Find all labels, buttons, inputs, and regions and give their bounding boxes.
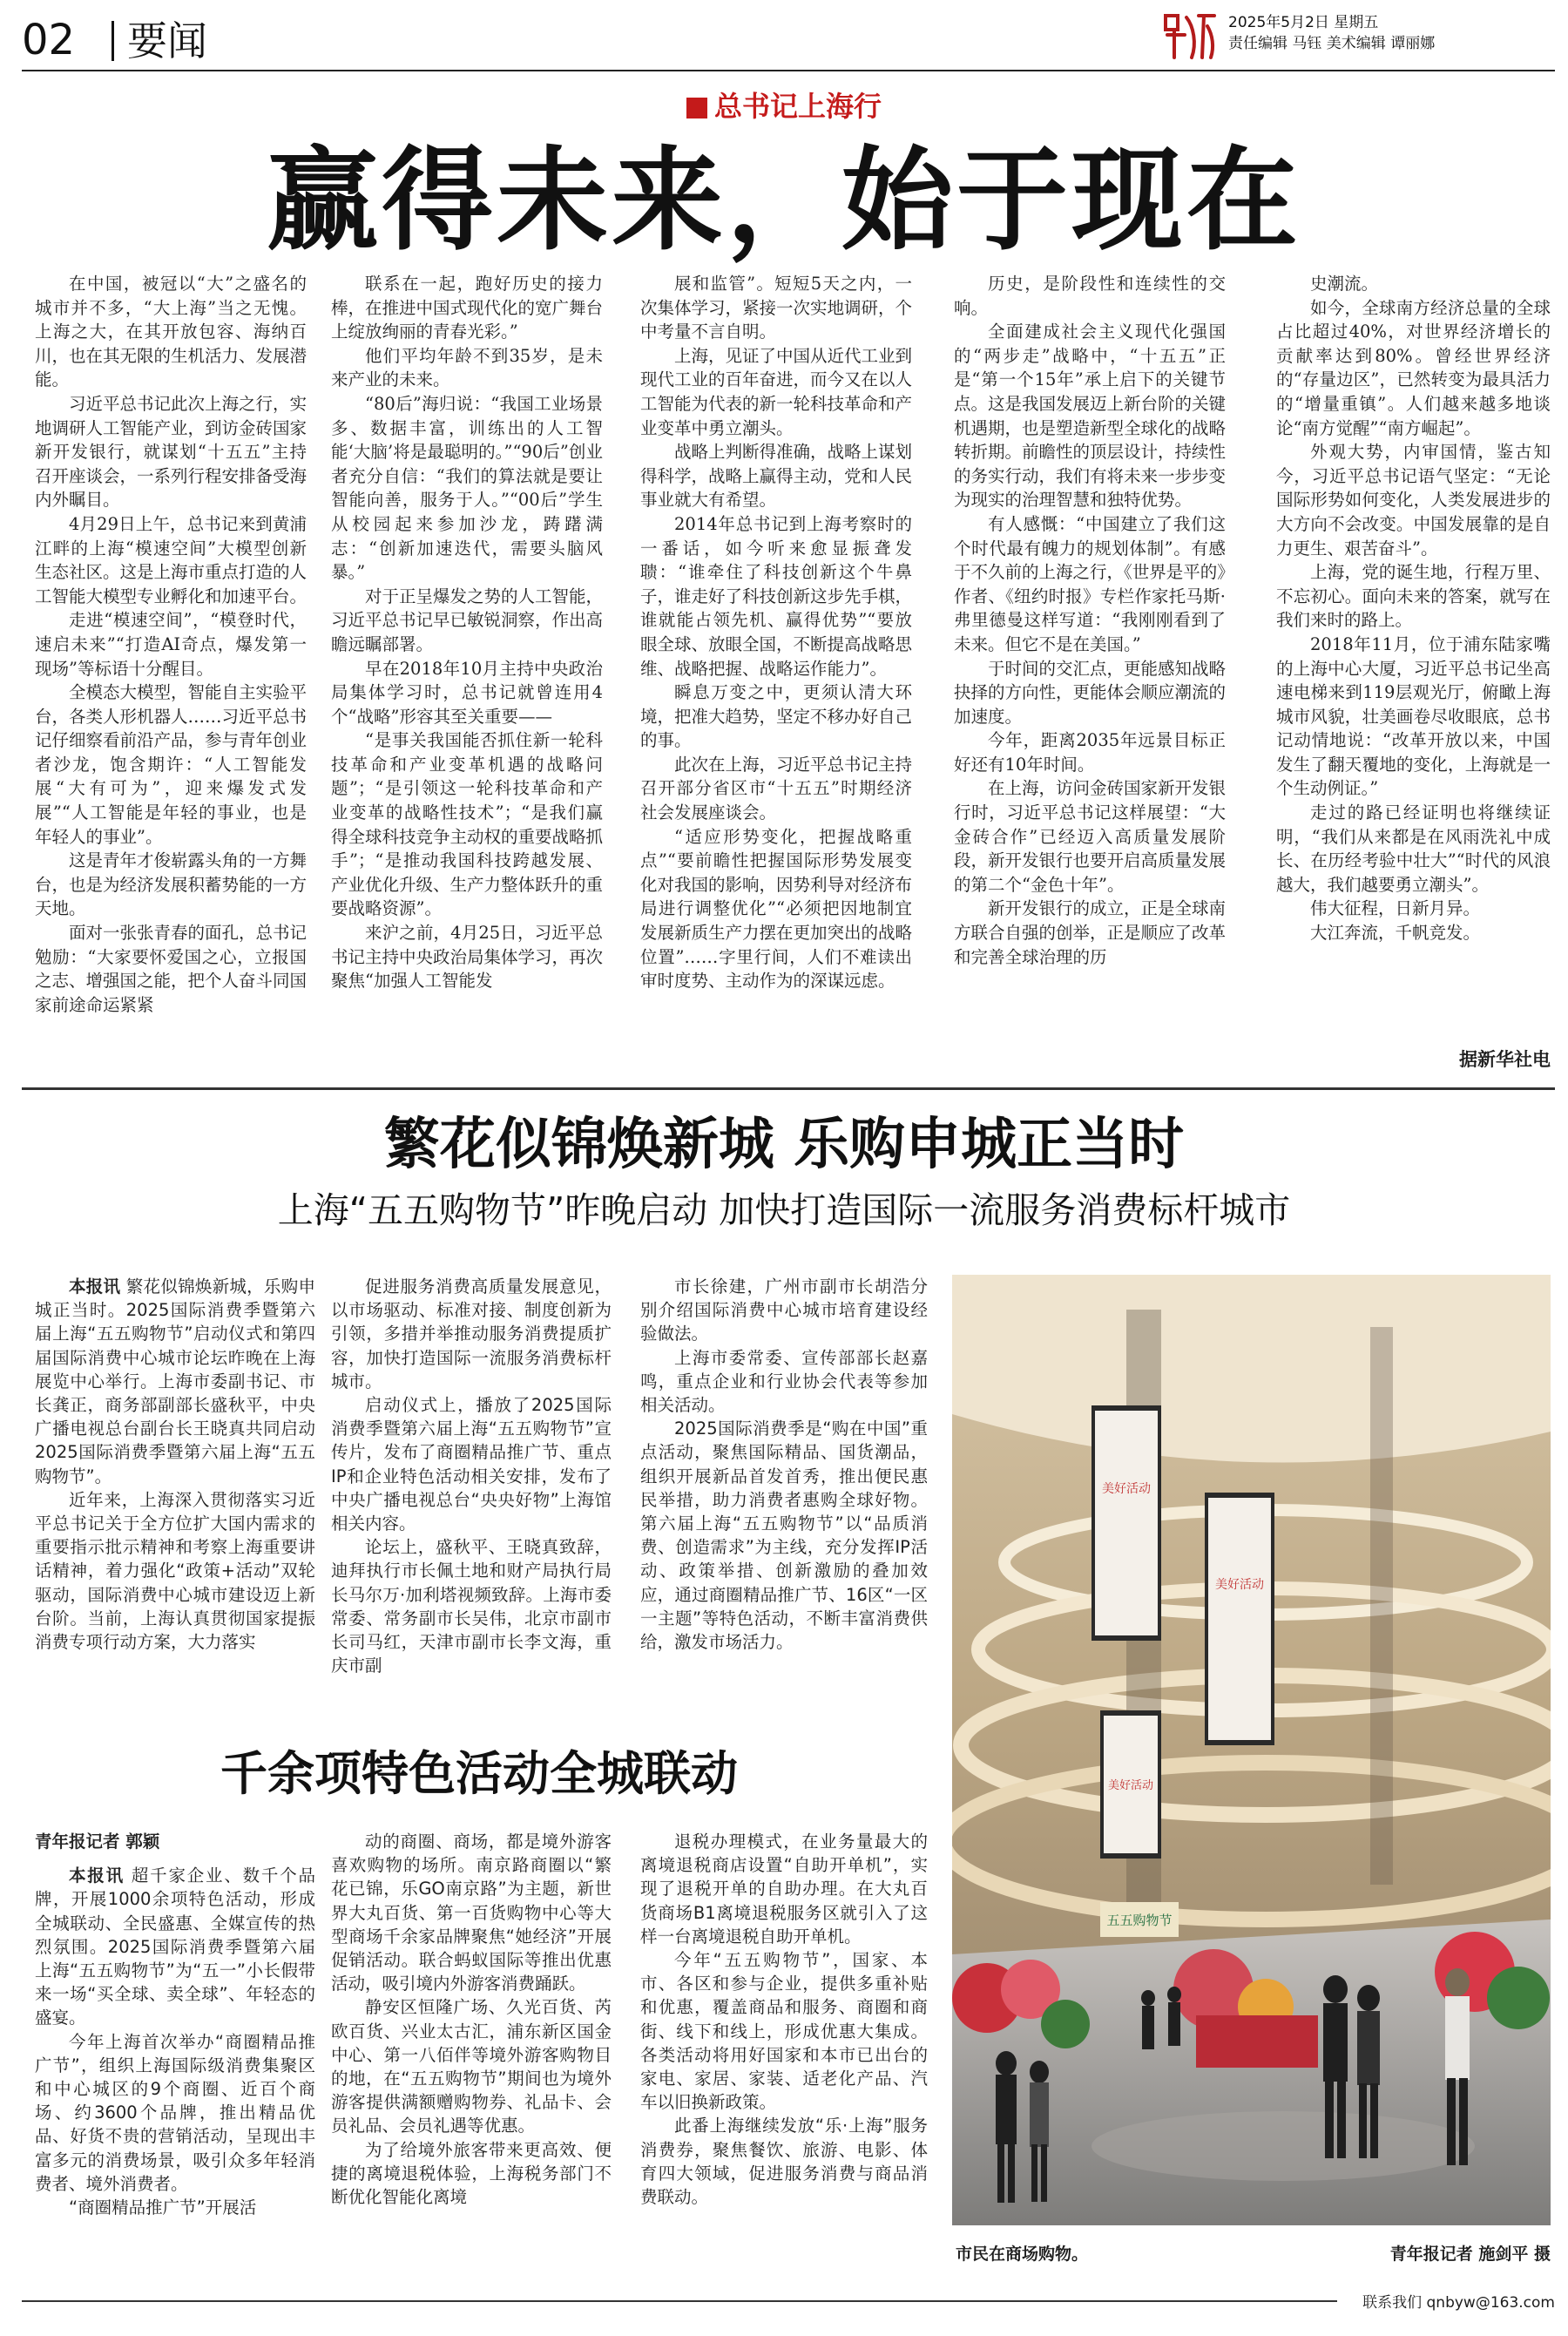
article-byline: 青年报记者 郭颖 [35, 1832, 160, 1852]
photo-caption: 市民在商场购物。 [956, 2245, 1089, 2264]
article-paragraph: “商圈精品推广节”开展活 [69, 2197, 257, 2218]
story2-headline: 繁花似锦焕新城 乐购申城正当时 [383, 1113, 1185, 1177]
article-paragraph: 展和监管”。短短5天之内，一次集体学习，紧接一次实地调研，个中考量不言自明。 [640, 274, 912, 342]
story1-column-2 [331, 272, 603, 1054]
main-headline: 赢得未来，始于现在 [266, 135, 1301, 266]
masthead-info [1228, 12, 1559, 54]
section-rule [22, 1087, 1555, 1090]
article-paragraph: 静安区恒隆广场、久光百货、芮欧百货、兴业太古汇，浦东新区国金中心、第一八佰伴等境外游客购物目的地，在“五五购物节”期间也为境外游客提供满额赠购物券、礼品卡、会员礼品、会员礼遇等优惠。 [331, 1997, 612, 2136]
sign-2-text: 美好活动 [1215, 1578, 1264, 1592]
sign-1-text: 美好活动 [1102, 1482, 1151, 1496]
article-paragraph: 促进服务消费高质量发展意见，以市场驱动、标准对接、制度创新为引领，多措并举推动服务消费提质扩容，加快打造国际一流服务消费标杆城市。 [331, 1276, 612, 1391]
story1-column-4 [954, 272, 1226, 1054]
story2-column-1 [35, 1275, 315, 1728]
page-number: 02 [22, 16, 76, 64]
article-paragraph: 新开发银行的成立，正是全球南方联合自强的创举，正是顺应了改革和完善全球治理的历 [954, 898, 1226, 967]
footer-rule [22, 2300, 1337, 2302]
article-paragraph: 动的商圈、商场，都是境外游客喜欢购物的场所。南京路商圈以“繁花已锦，乐GO南京路”为主题，新世界大丸百货、第一百货购物中心等大型商场千余家品牌聚焦“她经济”开展促销活动。联合蚂蚁国际等推出优惠活动，吸引境内外游客消费踊跃。 [331, 1832, 612, 1994]
article-paragraph: 在上海，访问金砖国家新开发银行时，习近平总书记这样展望：“大金砖合作”已经迈入高质量发展阶段，新开发银行也要开启高质量发展的第二个“金色十年”。 [954, 778, 1226, 895]
kicker-text: 总书记上海行 [713, 90, 882, 123]
issue-date: 2025年5月2日 星期五 [1228, 14, 1379, 31]
article-paragraph: 这是青年才俊崭露头角的一方舞台，也是为经济发展积蓄势能的一方天地。 [35, 850, 307, 919]
article-paragraph: 有人感慨：“中国建立了我们这个时代最有魄力的规划体制”。有感于不久前的上海之行，《世界是平的》作者、《纽约时报》专栏作家托马斯·弗里德曼这样写道：“我刚刚看到了未来。但它不是在美国。” [954, 513, 1226, 654]
article-paragraph: 外观大势，内审国情，鉴古知今，习近平总书记语气坚定：“无论国际形势如何变化，人类发展进步的大方向不会改变。中国发展靠的是自力更生、艰苦奋斗”。 [1276, 442, 1551, 559]
story1-credit: 据新华社电 [1459, 1049, 1551, 1070]
editors-line: 责任编辑 马钰 美术编辑 谭丽娜 [1228, 35, 1436, 52]
article-paragraph: 今年上海首次举办“商圈精品推广节”，组织上海国际级消费集聚区和中心城区的9个商圈、近百个商场、约3600个品牌，推出精品优品、好货不贵的营销活动，呈现出丰富多元的消费场景，吸引众多年轻消费者、境外消费者。 [35, 2031, 315, 2194]
article-paragraph: 上海市委常委、宣传部部长赵嘉鸣，重点企业和行业协会代表等参加相关活动。 [640, 1347, 928, 1416]
article-paragraph: 史潮流。 [1310, 274, 1379, 294]
kicker-square-icon [686, 98, 707, 118]
photo-banner-text: 五五购物节 [1106, 1913, 1173, 1928]
footer-contact: 联系我们 qnbyw@163.com [1362, 2294, 1555, 2312]
mall-photo [952, 1275, 1551, 2225]
article-paragraph: 全面建成社会主义现代化强国的“两步走”战略中，“十五五”正是“第一个15年”承上启下的关键节点。这是我国发展迈上新台阶的关键机遇期，也是塑造新型全球化的战略转折期。前瞻性的顶层设计，持续性的务实行动，我们有将未来一步步变为现实的治理智慧和独特优势。 [954, 322, 1226, 511]
article-paragraph: 如今，全球南方经济总量的全球占比超过40%，对世界经济增长的贡献率达到80%。曾经世界经济的“存量边区”，已然转变为最具活力的“增量重镇”。人们越来越多地谈论“南方觉醒”“南方崛起”。 [1276, 297, 1551, 438]
article-paragraph: 退税办理模式，在业务量最大的离境退税商店设置“自助开单机”，实现了退税开单的自助办理。在大丸百货商场B1离境退税服务区就引入了这样一台离境退税自助开单机。 [640, 1832, 928, 1947]
story3-column-2 [331, 1830, 612, 2300]
article-paragraph: 历史，是阶段性和连续性的交响。 [954, 274, 1226, 318]
article-paragraph: 本报讯 繁花似锦焕新城，乐购申城正当时。2025国际消费季暨第六届上海“五五购物节”启动仪式和第四届国际消费中心城市论坛昨晚在上海展览中心举行。上海市委副书记、市长龚正，商务部副部长盛秋平，中央广播电视总台副台长王晓真共同启动2025国际消费季暨第六届上海“五五购物节”。 [35, 1276, 315, 1486]
article-paragraph: 2014年总书记到上海考察时的一番话，如今听来愈显振聋发聩：“谁牵住了科技创新这个牛鼻子，谁走好了科技创新这步先手棋，谁就能占领先机、赢得优势”“要放眼全球、放眼全国，不断提高战略思维、战略把握、战略运作能力”。 [640, 513, 912, 679]
lead-tag: 本报讯 [69, 1276, 121, 1297]
article-paragraph: 4月29日上午，总书记来到黄浦江畔的上海“模速空间”大模型创新生态社区。这是上海市重点打造的人工智能大模型专业孵化和加速平台。 [35, 513, 307, 606]
article-paragraph: 启动仪式上，播放了2025国际消费季暨第六届上海“五五购物节”宣传片，发布了商圈精品推广节、重点IP和企业特色活动相关安排，发布了中央广播电视总台“央央好物”上海馆相关内容。 [331, 1395, 612, 1534]
article-paragraph: 走过的路已经证明也将继续证明，“我们从来都是在风雨洗礼中成长、在历经考验中壮大”“时代的风浪越大，我们越要勇立潮头”。 [1276, 802, 1551, 895]
article-paragraph: 全模态大模型，智能自主实验平台，各类人形机器人……习近平总书记仔细察看前沿产品，参与青年创业者沙龙，饱含期许：“人工智能发展“大有可为”，迎来爆发式发展”“人工智能是年轻的事业，也是年轻人的事业”。 [35, 682, 307, 847]
article-paragraph: 上海，见证了中国从近代工业到现代工业的百年奋进，而今又在以人工智能为代表的新一轮科技革命和产业变革中勇立潮头。 [640, 345, 912, 438]
story1-column-5 [1276, 272, 1551, 1030]
article-paragraph: 战略上判断得准确，战略上谋划得科学，战略上赢得主动，党和人民事业就大有希望。 [640, 442, 912, 511]
story2-column-3 [640, 1275, 928, 1728]
sign-3-text: 美好活动 [1107, 1779, 1154, 1792]
article-paragraph: “适应形势变化，把握战略重点”“要前瞻性把握国际形势发展变化对我国的影响，因势利导对经济布局进行调整优化”“必须把因地制宜发展新质生产力摆在更加突出的战略位置”……字里行间，人们不难读出审时度势、主动作为的深谋远虑。 [640, 826, 912, 992]
article-paragraph: 近年来，上海深入贯彻落实习近平总书记关于全方位扩大国内需求的重要指示批示精神和考察上海重要讲话精神，着力强化“政策+活动”双轮驱动，国际消费中心城市建设迈上新台阶。当前，上海认真贯彻国家提振消费专项行动方案，大力落实 [35, 1489, 315, 1653]
article-paragraph: 瞬息万变之中，更须认清大环境，把准大趋势，坚定不移办好自己的事。 [640, 682, 912, 751]
article-paragraph: 本报讯 超千家企业、数千个品牌，开展1000余项特色活动，形成全城联动、全民盛惠、全媒宣传的热烈氛围。2025国际消费季暨第六届上海“五五购物节”为“五一”小长假带来一场“买全球、卖全球”、年轻态的盛宴。 [35, 1865, 315, 2028]
story2-subheadline: 上海“五五购物节”昨晚启动 加快打造国际一流服务消费标杆城市 [277, 1189, 1291, 1231]
article-paragraph: 2025国际消费季是“购在中国”重点活动，聚焦国际精品、国货潮品，组织开展新品首发首秀，推出便民惠民举措，助力消费者惠购全球好物。第六届上海“五五购物节”以“品质消费、创造需求”为主线，充分发挥IP活动、政策举措、创新激励的叠加效应，通过商圈精品推广节、16区“一区一主题”等特色活动，不断丰富消费供给，激发市场活力。 [640, 1419, 928, 1653]
section-title: 要闻 [127, 17, 207, 64]
newspaper-logo [1159, 9, 1221, 64]
article-paragraph: 在中国，被冠以“大”之盛名的城市并不多，“大上海”当之无愧。上海之大，在其开放包容、海纳百川，也在其无限的生机活力、发展潜能。 [35, 274, 307, 390]
story3-column-3 [640, 1830, 928, 2300]
article-paragraph: 大江奔流，千帆竞发。 [1310, 923, 1481, 944]
masthead-rule [22, 70, 1555, 71]
article-paragraph: 习近平总书记此次上海之行，实地调研人工智能产业，到访金砖国家新开发银行，就谋划“十五五”主持召开座谈会，一系列行程安排备受海内外瞩目。 [35, 393, 307, 511]
article-paragraph: 早在2018年10月主持中央政治局集体学习时，总书记就曾连用4个“战略”形容其至关重要—— [331, 658, 603, 727]
article-paragraph: 今年，距离2035年远景目标正好还有10年时间。 [954, 730, 1226, 775]
story3-column-1 [35, 1830, 315, 2300]
article-paragraph: “是事关我国能否抓住新一轮科技革命和产业变革机遇的战略问题”；“是引领这一轮科技革命和产业变革的战略性技术”；“是我们赢得全球科技竞争主动权的重要战略抓手”；“是推动我国科技跨越发展、产业优化升级、生产力整体跃升的重要战略资源”。 [331, 730, 603, 919]
article-paragraph: 面对一张张青春的面孔，总书记勉励：“大家要怀爱国之心，立报国之志、增强国之能，把个人奋斗同国家前途命运紧紧 [35, 923, 307, 1015]
article-paragraph: 市长徐建，广州市副市长胡浩分别介绍国际消费中心城市培育建设经验做法。 [640, 1276, 928, 1344]
article-paragraph: 于时间的交汇点，更能感知战略抉择的方向性，更能体会顺应潮流的加速度。 [954, 658, 1226, 727]
article-paragraph: 走进“模速空间”，“模登时代，速启未来”“打造AI奇点，爆发第一现场”等标语十分醒目。 [35, 610, 307, 679]
article-paragraph: “80后”海归说：“我国工业场景多、数据丰富，训练出的人工智能‘大脑’将是最聪明的。”“90后”创业者充分自信：“我们的算法就是要让智能向善，服务于人。”“00后”学生从校园起来参加沙龙，踌躇满志：“创新加速迭代，需要头脑风暴。” [331, 393, 603, 583]
article-paragraph: 2018年11月，位于浦东陆家嘴的上海中心大厦，习近平总书记坐高速电梯来到119层观光厅，俯瞰上海城市风貌，壮美画卷尽收眼底，总书记动情地说：“改革开放以来，中国发生了翻天覆地的变化，上海就是一个生动例证。” [1276, 633, 1551, 799]
story-kicker [0, 89, 1568, 124]
story1-column-3 [640, 272, 912, 1054]
article-paragraph: 为了给境外旅客带来更高效、便捷的离境退税体验，上海税务部门不断优化智能化离境 [331, 2139, 612, 2208]
article-paragraph: 此次在上海，习近平总书记主持召开部分省区市“十五五”时期经济社会发展座谈会。 [640, 754, 912, 823]
story1-column-1 [35, 272, 307, 1054]
article-paragraph: 今年“五五购物节”，国家、本市、各区和参与企业，提供多重补贴和优惠，覆盖商品和服务、商圈和商街、线下和线上，形成优惠大集成。各类活动将用好国家和本市已出台的家电、家居、家装、适老化产品、汽车以旧换新政策。 [640, 1950, 928, 2113]
article-paragraph: 伟大征程，日新月异。 [1310, 898, 1481, 919]
article-paragraph: 上海，党的诞生地，行程万里、不忘初心。面向未来的答案，就写在我们来时的路上。 [1276, 562, 1551, 631]
photo-credit: 青年报记者 施剑平 摄 [1389, 2245, 1551, 2264]
story3-headline: 千余项特色活动全城联动 [220, 1746, 738, 1801]
article-paragraph: 对于正呈爆发之势的人工智能，习近平总书记早已敏锐洞察，作出高瞻远瞩部署。 [331, 586, 603, 654]
article-paragraph: 来沪之前，4月25日，习近平总书记主持中央政治局集体学习，再次聚焦“加强人工智能发 [331, 923, 603, 992]
article-paragraph: 此番上海继续发放“乐·上海”服务消费券，聚焦餐饮、旅游、电影、体育四大领域，促进服务消费与商品消费联动。 [640, 2116, 928, 2208]
article-paragraph: 论坛上，盛秋平、王晓真致辞，迪拜执行市长佩土地和财产局执行局长马尔万·加利塔视频致辞。上海市委常委、常务副市长吴伟，北京市副市长司马红，天津市副市长李文海，重庆市副 [331, 1537, 612, 1676]
story2-column-2 [331, 1275, 612, 1728]
masthead-divider [112, 21, 114, 61]
article-paragraph: 联系在一起，跑好历史的接力棒，在推进中国式现代化的宽广舞台上绽放绚丽的青春光彩。” [331, 274, 603, 342]
article-paragraph: 他们平均年龄不到35岁，是未来产业的未来。 [331, 345, 603, 390]
lead-tag: 本报讯 [69, 1865, 125, 1886]
